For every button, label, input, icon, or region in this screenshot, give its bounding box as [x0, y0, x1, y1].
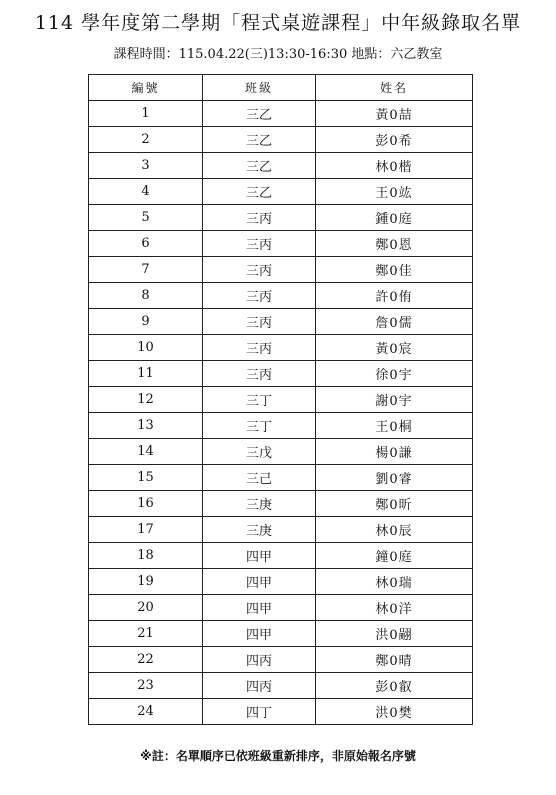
admission-table [88, 74, 473, 725]
column-header-class: 班級 [203, 75, 316, 101]
row-class-cell: 四甲 [203, 595, 316, 621]
row-number-cell: 13 [89, 413, 203, 439]
table-row [89, 517, 473, 543]
row-class-cell: 四丙 [203, 647, 316, 673]
row-number-cell: 11 [89, 361, 203, 387]
row-number-cell: 20 [89, 595, 203, 621]
row-name-cell: 鄭0佳 [316, 257, 473, 283]
table-row [89, 699, 473, 725]
table-row [89, 543, 473, 569]
table-row [89, 309, 473, 335]
row-class-cell: 四甲 [203, 543, 316, 569]
row-class-cell: 四丙 [203, 673, 316, 699]
row-class-cell: 四甲 [203, 569, 316, 595]
table-row [89, 491, 473, 517]
table-row [89, 101, 473, 127]
table-row [89, 205, 473, 231]
table-row [89, 335, 473, 361]
row-name-cell: 鍾0庭 [316, 205, 473, 231]
row-number-cell: 12 [89, 387, 203, 413]
row-class-cell: 三乙 [203, 127, 316, 153]
row-class-cell: 四甲 [203, 621, 316, 647]
table-row [89, 283, 473, 309]
footnote: ※註：名單順序已依班級重新排序，非原始報名序號 [140, 749, 416, 763]
row-name-cell: 謝0宇 [316, 387, 473, 413]
row-class-cell: 三己 [203, 465, 316, 491]
row-name-cell: 黃0喆 [316, 101, 473, 127]
row-number-cell: 16 [89, 491, 203, 517]
table-row [89, 413, 473, 439]
row-name-cell: 林0瑞 [316, 569, 473, 595]
document-title: 114 學年度第二學期「程式桌遊課程」中年級錄取名單 [34, 12, 522, 34]
row-name-cell: 鄭0昕 [316, 491, 473, 517]
row-class-cell: 三乙 [203, 101, 316, 127]
row-class-cell: 三丁 [203, 413, 316, 439]
row-name-cell: 林0洋 [316, 595, 473, 621]
row-name-cell: 劉0睿 [316, 465, 473, 491]
table-row [89, 153, 473, 179]
row-name-cell: 彭0希 [316, 127, 473, 153]
row-name-cell: 詹0儒 [316, 309, 473, 335]
row-class-cell: 三戊 [203, 439, 316, 465]
row-name-cell: 林0楷 [316, 153, 473, 179]
row-class-cell: 三丙 [203, 335, 316, 361]
row-class-cell: 三丙 [203, 283, 316, 309]
row-number-cell: 1 [89, 101, 203, 127]
table-body [89, 101, 473, 725]
row-number-cell: 24 [89, 699, 203, 725]
row-class-cell: 三丙 [203, 361, 316, 387]
row-name-cell: 黃0宸 [316, 335, 473, 361]
row-name-cell: 王0竑 [316, 179, 473, 205]
row-class-cell: 三丙 [203, 309, 316, 335]
table-row [89, 673, 473, 699]
column-header-name: 姓名 [316, 75, 473, 101]
row-class-cell: 四丁 [203, 699, 316, 725]
row-name-cell: 鐘0庭 [316, 543, 473, 569]
row-name-cell: 王0桐 [316, 413, 473, 439]
row-number-cell: 2 [89, 127, 203, 153]
row-name-cell: 許0侑 [316, 283, 473, 309]
row-number-cell: 10 [89, 335, 203, 361]
row-number-cell: 3 [89, 153, 203, 179]
table-row [89, 179, 473, 205]
table-row [89, 361, 473, 387]
table-row [89, 621, 473, 647]
row-number-cell: 7 [89, 257, 203, 283]
table-row [89, 647, 473, 673]
row-number-cell: 19 [89, 569, 203, 595]
row-class-cell: 三丙 [203, 231, 316, 257]
table-row [89, 595, 473, 621]
row-number-cell: 22 [89, 647, 203, 673]
row-number-cell: 23 [89, 673, 203, 699]
row-number-cell: 18 [89, 543, 203, 569]
row-class-cell: 三丙 [203, 257, 316, 283]
table-row [89, 387, 473, 413]
row-number-cell: 5 [89, 205, 203, 231]
row-name-cell: 楊0謙 [316, 439, 473, 465]
column-header-number: 編號 [89, 75, 203, 101]
row-number-cell: 14 [89, 439, 203, 465]
table-row [89, 231, 473, 257]
table-row [89, 465, 473, 491]
row-class-cell: 三丁 [203, 387, 316, 413]
table-row [89, 569, 473, 595]
row-number-cell: 17 [89, 517, 203, 543]
row-number-cell: 15 [89, 465, 203, 491]
row-class-cell: 三乙 [203, 153, 316, 179]
row-name-cell: 鄭0晴 [316, 647, 473, 673]
row-number-cell: 9 [89, 309, 203, 335]
table-row [89, 257, 473, 283]
row-number-cell: 21 [89, 621, 203, 647]
row-number-cell: 8 [89, 283, 203, 309]
table-header-row [89, 75, 473, 101]
table-row [89, 127, 473, 153]
row-class-cell: 三庚 [203, 491, 316, 517]
row-name-cell: 徐0宇 [316, 361, 473, 387]
table-row [89, 439, 473, 465]
row-number-cell: 4 [89, 179, 203, 205]
row-name-cell: 彭0叡 [316, 673, 473, 699]
row-number-cell: 6 [89, 231, 203, 257]
row-name-cell: 林0辰 [316, 517, 473, 543]
row-name-cell: 洪0樊 [316, 699, 473, 725]
row-class-cell: 三乙 [203, 179, 316, 205]
row-name-cell: 洪0翤 [316, 621, 473, 647]
row-name-cell: 鄭0恩 [316, 231, 473, 257]
row-class-cell: 三丙 [203, 205, 316, 231]
row-class-cell: 三庚 [203, 517, 316, 543]
document-subtitle: 課程時間：115.04.22(三)13:30-16:30 地點：六乙教室 [113, 47, 443, 62]
